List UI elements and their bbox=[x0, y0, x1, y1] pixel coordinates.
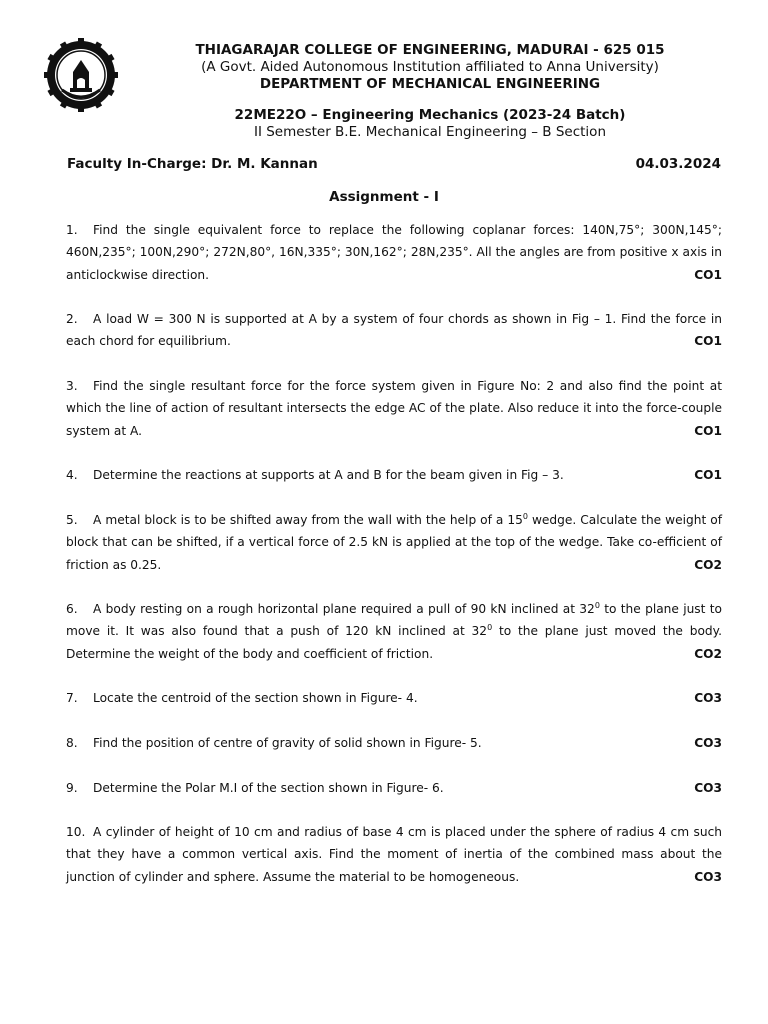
question-item bbox=[66, 509, 722, 576]
faculty-in-charge: Faculty In-Charge: Dr. M. Kannan bbox=[67, 156, 318, 172]
question-text: Locate the centroid of the section shown in Figure- 4. bbox=[93, 691, 418, 705]
question-number: 1. bbox=[66, 223, 78, 237]
question-number: 10. bbox=[66, 825, 86, 839]
college-subtitle: (A Govt. Aided Autonomous Institution affiliated to Anna University) bbox=[201, 59, 659, 75]
question-item bbox=[66, 598, 722, 665]
department-name: DEPARTMENT OF MECHANICAL ENGINEERING bbox=[259, 76, 601, 92]
question-text: Find the single equivalent force to replace the following coplanar forces: 140N,75°; 300N,145°; 460N,235°; 100N,290°; 272N,80°, 16N,335°; 30N,162°; 28N,235°. All the angles are from positive x axis in anticlockwise direction. bbox=[66, 223, 722, 282]
course-outcome-label: CO3 bbox=[694, 691, 722, 705]
question-text: A load W = 300 N is supported at A by a system of four chords as shown in Fig – 1. Find the force in each chord for equilibrium. bbox=[66, 312, 722, 349]
course-outcome-label: CO1 bbox=[694, 423, 722, 438]
assignment-date: 04.03.2024 bbox=[635, 156, 721, 172]
question-text: wedge. Calculate the weight of block that can be shifted, if a vertical force of 2.5 kN is applied at the top of the wedge. Take co-efficient of friction as 0.25. bbox=[66, 513, 722, 572]
question-text: A cylinder of height of 10 cm and radius of base 4 cm is placed under the sphere of radius 4 cm such that they have a common vertical axis. Find the moment of inertia of the combined mass about the junction of cylinder and sphere. Assume the material to be homogeneous. bbox=[66, 825, 722, 884]
question-text: Find the position of centre of gravity of solid shown in Figure- 5. bbox=[93, 736, 482, 750]
degree-superscript: 0 bbox=[594, 600, 600, 610]
question-item bbox=[66, 732, 722, 754]
question-number: 2. bbox=[66, 312, 78, 326]
semester-line: II Semester B.E. Mechanical Engineering – B Section bbox=[253, 124, 606, 140]
question-item bbox=[66, 308, 722, 353]
question-number: 8. bbox=[66, 736, 78, 750]
course-outcome-label: CO3 bbox=[694, 869, 722, 884]
question-item bbox=[66, 375, 722, 442]
question-text: A metal block is to be shifted away from the wall with the help of a 15 bbox=[93, 513, 523, 527]
course-outcome-label: CO1 bbox=[694, 267, 722, 282]
question-number: 4. bbox=[66, 468, 78, 482]
question-item bbox=[66, 821, 722, 888]
course-outcome-label: CO1 bbox=[694, 334, 722, 349]
question-number: 9. bbox=[66, 781, 78, 795]
question-text: Find the single resultant force for the force system given in Figure No: 2 and also find the point at which the line of action of resultant intersects the edge AC of the plate. Also reduce it into the force-couple system at A. bbox=[66, 379, 722, 438]
course-outcome-label: CO2 bbox=[694, 646, 722, 661]
question-text: Determine the reactions at supports at A and B for the beam given in Fig – 3. bbox=[93, 468, 564, 482]
college-name: THIAGARAJAR COLLEGE OF ENGINEERING, MADURAI - 625 015 bbox=[195, 42, 665, 58]
question-text: Determine the Polar M.I of the section shown in Figure- 6. bbox=[93, 781, 444, 795]
assignment-title: Assignment - I bbox=[329, 189, 439, 205]
question-number: 3. bbox=[66, 379, 78, 393]
degree-superscript: 0 bbox=[522, 511, 528, 521]
course-outcome-label: CO2 bbox=[694, 557, 722, 572]
college-logo-icon bbox=[44, 38, 118, 112]
course-outcome-label: CO3 bbox=[694, 736, 722, 750]
question-number: 7. bbox=[66, 691, 78, 705]
course-outcome-label: CO3 bbox=[694, 781, 722, 795]
question-text: A body resting on a rough horizontal plane required a pull of 90 kN inclined at 32 bbox=[93, 602, 595, 616]
degree-superscript: 0 bbox=[487, 623, 493, 633]
question-number: 6. bbox=[66, 602, 78, 616]
question-text: to the plane just to move it. It was also found that a push of 120 kN inclined at 32 bbox=[66, 602, 722, 639]
question-text: to the plane just moved the body. Determine the weight of the body and coefficient of friction. bbox=[66, 624, 722, 661]
question-item bbox=[66, 687, 722, 709]
question-item bbox=[66, 777, 722, 799]
course-outcome-label: CO1 bbox=[694, 468, 722, 482]
question-item bbox=[66, 464, 722, 486]
question-number: 5. bbox=[66, 513, 78, 527]
course-title: 22ME22O – Engineering Mechanics (2023-24 Batch) bbox=[234, 107, 626, 123]
question-item bbox=[66, 219, 722, 286]
